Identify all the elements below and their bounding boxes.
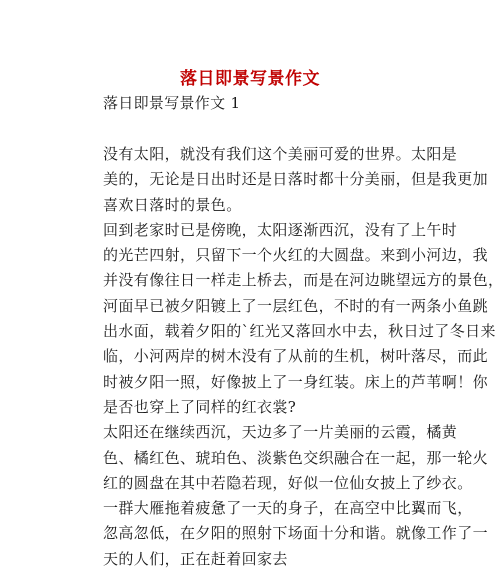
text-line: 太阳还在继续西沉，天边多了一片美丽的云霞，橘黄 (103, 423, 458, 442)
text-line: 河面早已被夕阳镀上了一层红色，不时的有一两条小鱼跳 (103, 296, 489, 315)
text-line: 时被夕阳一照，好像披上了一身红装。床上的芦苇啊！你 (103, 372, 489, 391)
text-line: 一群大雁拖着疲惫了一天的身子，在高空中比翼而飞， (103, 499, 473, 518)
text-line: 的光芒四射，只留下一个火红的大圆盘。来到小河边，我 (103, 246, 489, 265)
text-line: 并没有像往日一样走上桥去，而是在河边眺望远方的景色， (103, 271, 503, 290)
text-line: 回到老家时已是傍晚，太阳逐渐西沉，没有了上午时 (103, 220, 458, 239)
text-line: 临，小河两岸的树木没有了从前的生机，树叶落尽，而此 (103, 347, 489, 366)
text-line: 色、橘红色、琥珀色、淡紫色交织融合在一起，那一轮火 (103, 448, 489, 467)
document-subtitle: 落日即景写景作文 1 (103, 94, 241, 112)
text-line: 天的人们，正在赶着回家去 (103, 549, 288, 568)
document-body (103, 142, 503, 568)
text-line: 是否也穿上了同样的红衣裳? (103, 397, 297, 416)
text-line: 出水面，载着夕阳的`红光又落回水中去，秋日过了冬日来 (103, 322, 496, 341)
text-line: 没有太阳，就没有我们这个美丽可爱的世界。太阳是 (103, 145, 458, 163)
text-line: 红的圆盘在其中若隐若现，好似一位仙女披上了纱衣。 (103, 473, 473, 492)
document-title: 落日即景写景作文 (180, 69, 320, 89)
text-line: 喜欢日落时的景色。 (103, 195, 242, 214)
text-line: 美的，无论是日出时还是日落时都十分美丽，但是我更加 (103, 170, 489, 189)
text-line: 忽高忽低，在夕阳的照射下场面十分和谐。就像工作了一 (103, 524, 489, 543)
